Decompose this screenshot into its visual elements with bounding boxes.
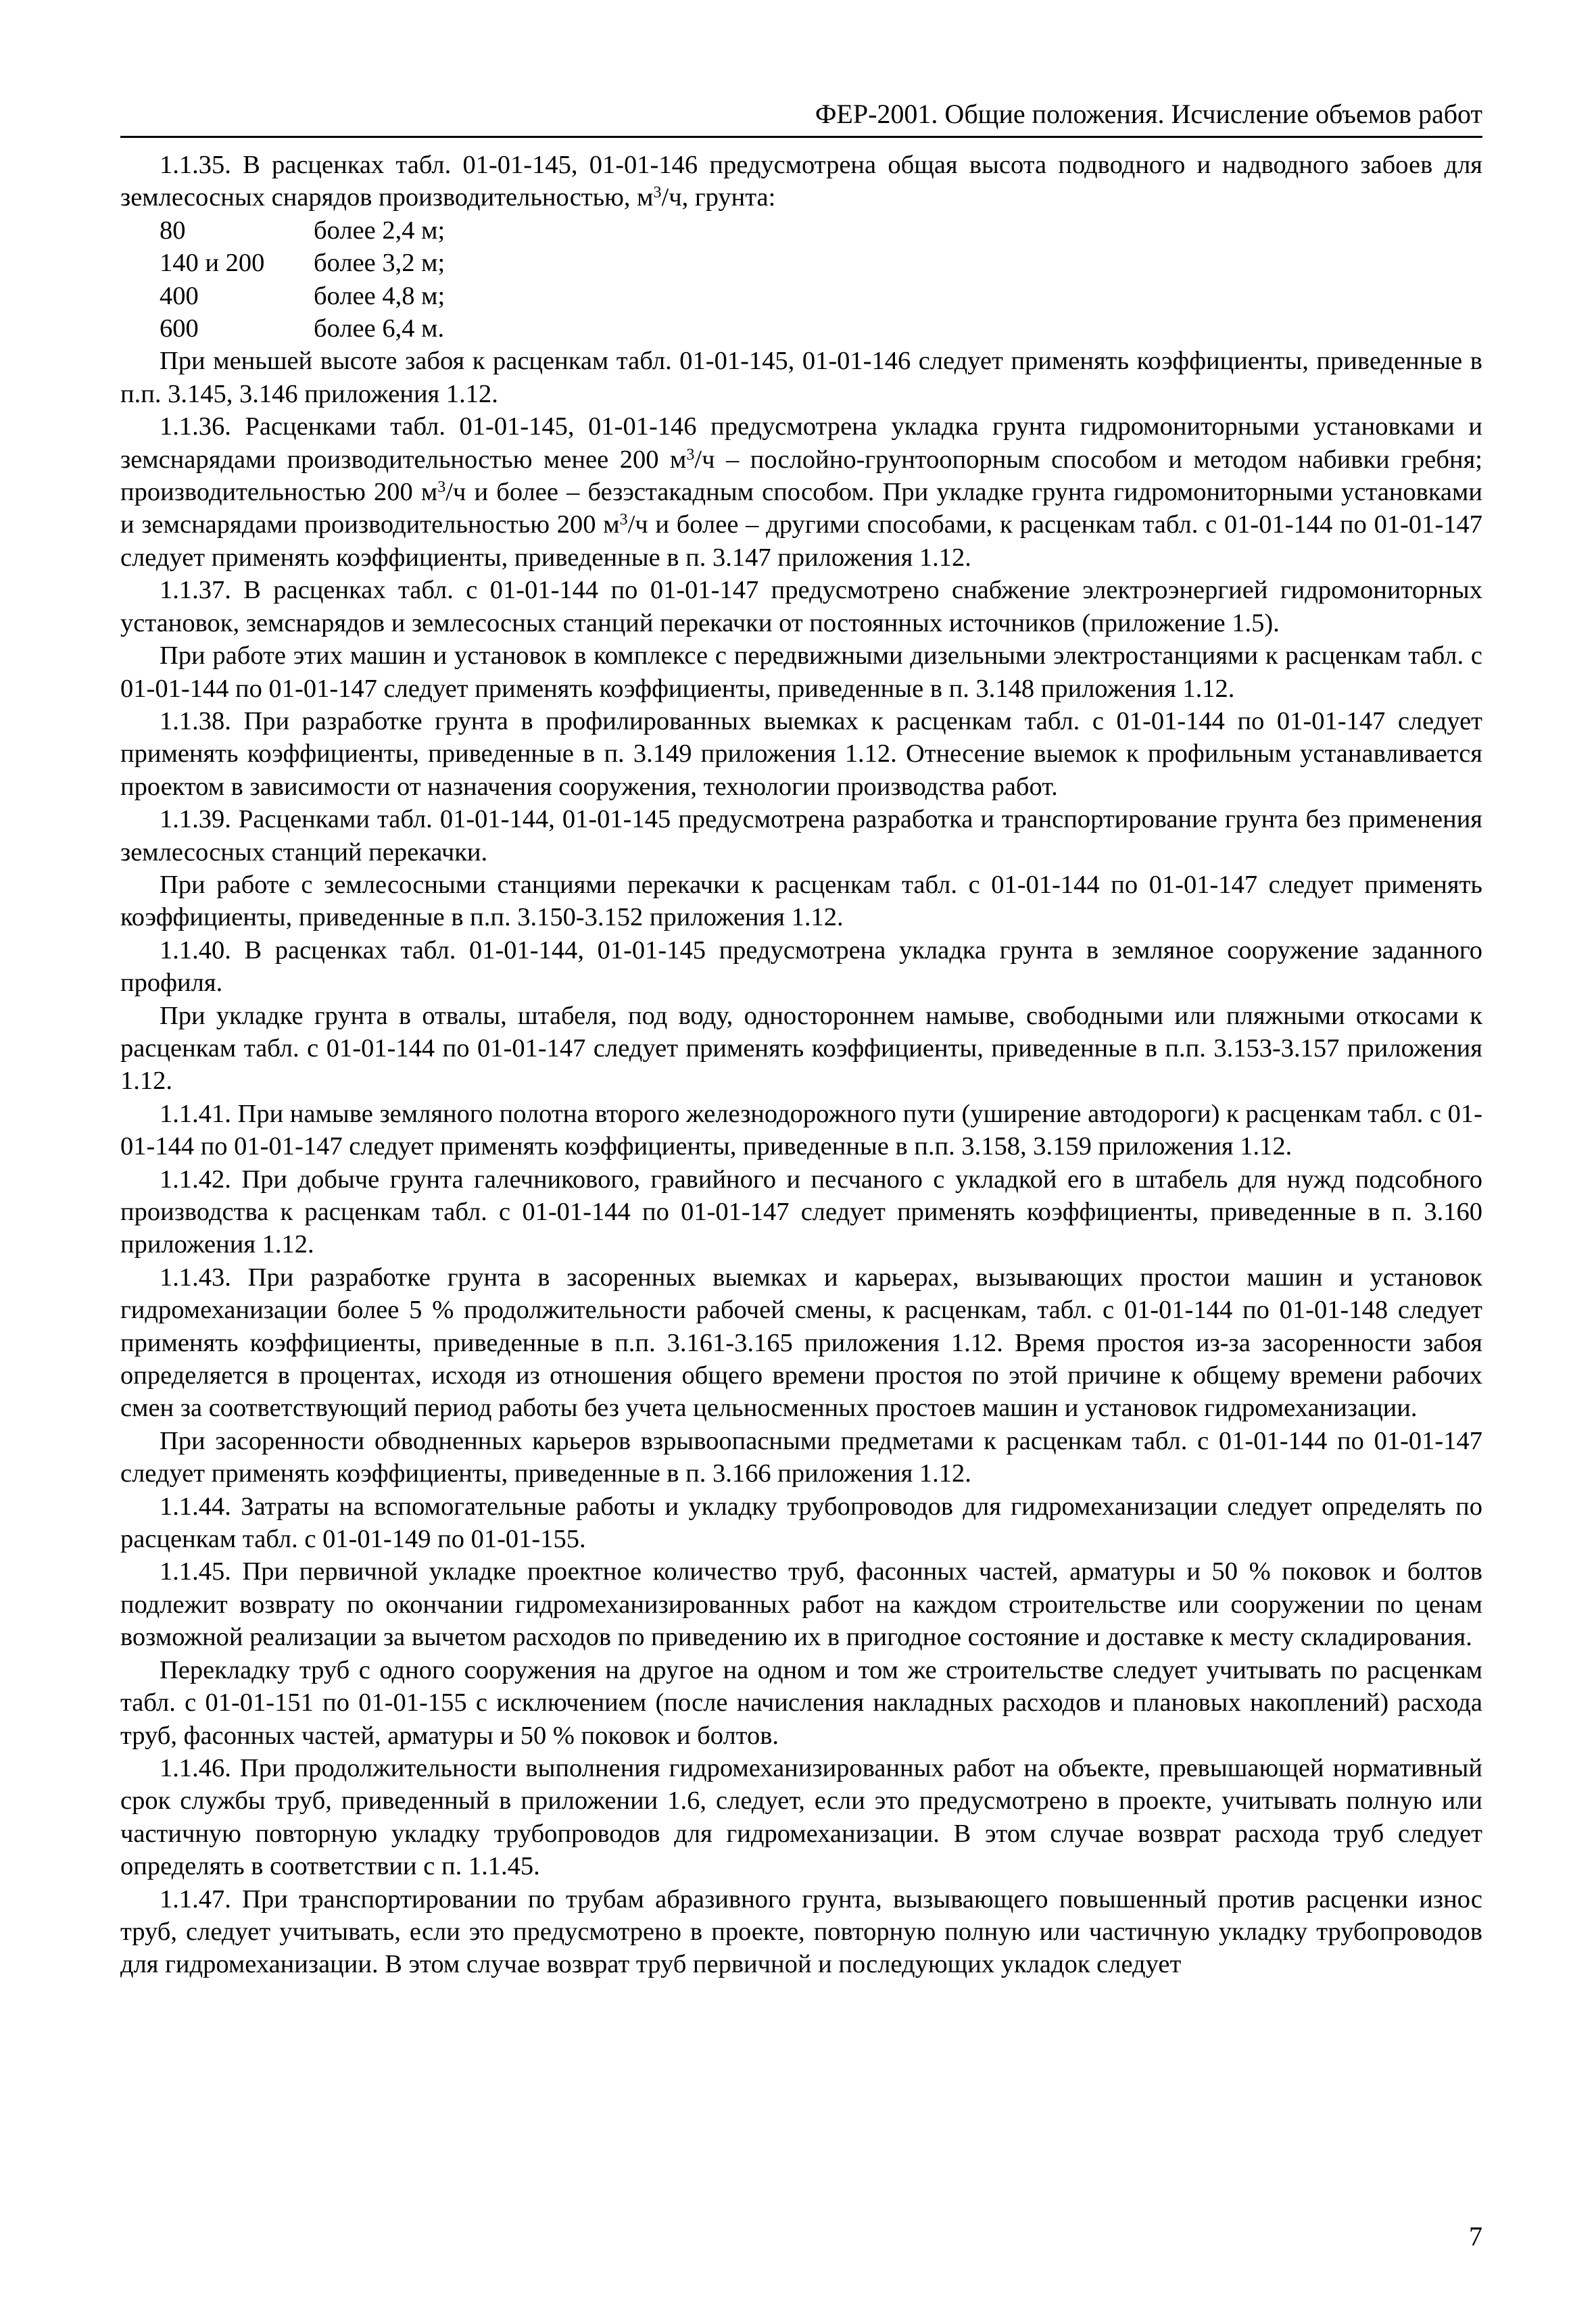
table-row [120,280,445,312]
capacity-cell: 400 [160,281,199,310]
paragraph-1-1-45-note: Перекладку труб с одного сооружения на другое на одном и том же строительстве следует учитывать по расценкам табл. с 01-01-151 по 01-01-155 с исключением (после начисления накладных расходов и плановых накоплений) расхода труб, фасонных частей, арматуры и 50 % поковок и болтов. [120,1655,1482,1750]
body-text [120,149,1482,1981]
paragraph-1-1-36-part2: /ч – послойно-грунтоопорным способом и методом набивки гребня; производительностью 200 м [120,445,1482,507]
paragraph-1-1-47: 1.1.47. При транспортировании по трубам абразивного грунта, вызывающего повышенный против расценки износ труб, следует учитывать, если это предусмотрено в проекте, повторную полную или частичную укладку трубопроводов для гидромеханизации. В этом случае возврат труб первичной и последующих укладок следует [120,1884,1482,1979]
height-cell: более 2,4 м; [314,216,445,245]
table-row [120,214,445,247]
capacity-cell: 80 [160,216,186,245]
table-row [120,247,445,279]
paragraph-1-1-35-suffix: /ч, грунта: [661,183,776,212]
paragraph-1-1-36-part3: /ч и более – безэстакадным способом. При укладке грунта гидромониторными установками и земснарядами производительностью 200 м [120,478,1482,539]
capacity-cell: 140 и 200 [160,249,265,278]
paragraph-1-1-35-note: При меньшей высоте забоя к расценкам табл. 01-01-145, 01-01-146 следует применять коэффициенты, приведенные в п.п. 3.145, 3.146 приложения 1.12. [120,347,1482,408]
capacity-cell: 600 [160,314,199,343]
paragraph-1-1-40: 1.1.40. В расценках табл. 01-01-144, 01-01-145 предусмотрена укладка грунта в земляное сооружение заданного профиля. [120,935,1482,998]
paragraph-1-1-36 [120,410,1482,574]
height-cell: более 3,2 м; [314,249,445,278]
paragraph-1-1-43: 1.1.43. При разработке грунта в засоренных выемках и карьерах, вызывающих простои машин и установок гидромеханизации более 5 % продолжительности рабочей смены, к расценкам, табл. с 01-01-144 по 01-01-148 следует применять коэффициенты, приведенные в п.п. 3.161-3.165 приложения 1.12. Время простоя из-за засоренности забоя определяется в процентах, исходя из отношения общего времени простоя по этой причине к общему времени рабочих смен за соответствующий период работы без учета цельносменных простоев машин и установок гидромеханизации. [120,1263,1482,1423]
superscript-3: 3 [686,445,695,464]
superscript-3: 3 [437,479,446,497]
header-rule [120,136,1482,138]
paragraph-1-1-44: 1.1.44. Затраты на вспомогательные работы и укладку трубопроводов для гидромеханизации следует определять по расценкам табл. с 01-01-149 по 01-01-155. [120,1492,1482,1554]
paragraph-1-1-40-note: При укладке грунта в отвалы, штабеля, под воду, одностороннем намыве, свободными или пляжными откосами к расценкам табл. с 01-01-144 по 01-01-147 следует применять коэффициенты, приведенные в п.п. 3.153-3.157 приложения 1.12. [120,1001,1482,1096]
height-cell: более 6,4 м. [314,314,445,343]
paragraph-1-1-36-part1: 1.1.36. Расценками табл. 01-01-145, 01-01-146 предусмотрена укладка грунта гидромониторными установками и земснарядами производительностью менее 200 м [120,412,1482,474]
paragraph-1-1-39-note: При работе с землесосными станциями перекачки к расценкам табл. с 01-01-144 по 01-01-147 следует применять коэффициенты, приведенные в п.п. 3.150-3.152 приложения 1.12. [120,870,1482,932]
superscript-3: 3 [653,184,662,202]
superscript-3: 3 [619,511,628,529]
paragraph-1-1-42: 1.1.42. При добыче грунта галечникового, гравийного и песчаного с укладкой его в штабель для нужд подсобного производства к расценкам табл. с 01-01-144 по 01-01-147 следует применять коэффициенты, приведенные в п. 3.160 приложения 1.12. [120,1165,1482,1259]
paragraph-1-1-37: 1.1.37. В расценках табл. с 01-01-144 по 01-01-147 предусмотрено снабжение электроэнергией гидромониторных установок, земснарядов и землесосных станций перекачки от постоянных источников (приложение 1.5). [120,576,1482,637]
paragraph-1-1-41: 1.1.41. При намыве земляного полотна второго железнодорожного пути (уширение автодороги) к расценкам табл. с 01-01-144 по 01-01-147 следует применять коэффициенты, приведенные в п.п. 3.158, 3.159 приложения 1.12. [120,1099,1482,1161]
paragraph-1-1-36-part4: /ч и более – другими способами, к расценкам табл. с 01-01-144 по 01-01-147 следует применять коэффициенты, приведенные в п. 3.147 приложения 1.12. [120,510,1482,572]
paragraph-1-1-35 [120,149,1482,214]
table-row [120,312,445,345]
paragraph-1-1-45: 1.1.45. При первичной укладке проектное количество труб, фасонных частей, арматуры и 50 % поковок и болтов подлежит возврату по окончании гидромеханизированных работ на каждом строительстве или сооружении по ценам возможной реализации за вычетом расходов по приведению их в пригодное состояние и доставке к месту складирования. [120,1557,1482,1652]
page-number: 7 [1469,2221,1482,2251]
paragraph-1-1-39: 1.1.39. Расценками табл. 01-01-144, 01-01-145 предусмотрена разработка и транспортирование грунта без применения землесосных станций перекачки. [120,805,1482,867]
running-header: ФЕР-2001. Общие положения. Исчисление объемов работ [815,99,1482,129]
paragraph-1-1-46: 1.1.46. При продолжительности выполнения гидромеханизированных работ на объекте, превышающей нормативный срок службы труб, приведенный в приложении 1.6, следует, если это предусмотрено в проекте, учитывать полную или частичную повторную укладку трубопроводов для гидромеханизации. В этом случае возврат расхода труб следует определять в соответствии с п. 1.1.45. [120,1753,1482,1881]
paragraph-1-1-37-note: При работе этих машин и установок в комплексе с передвижными дизельными электростанциями к расценкам табл. с 01-01-144 по 01-01-147 следует применять коэффициенты, приведенные в п. 3.148 приложения 1.12. [120,641,1482,703]
dredge-heights-table [120,214,445,345]
paragraph-1-1-43-note: При засоренности обводненных карьеров взрывоопасными предметами к расценкам табл. с 01-01-144 по 01-01-147 следует применять коэффициенты, приведенные в п. 3.166 приложения 1.12. [120,1426,1482,1488]
paragraph-1-1-35-text: 1.1.35. В расценках табл. 01-01-145, 01-01-146 предусмотрена общая высота подводного и надводного забоев для землесосных снарядов производительностью, м [120,151,1482,212]
paragraph-1-1-38: 1.1.38. При разработке грунта в профилированных выемках к расценкам табл. с 01-01-144 по 01-01-147 следует применять коэффициенты, приведенные в п. 3.149 приложения 1.12. Отнесение выемок к профильным устанавливается проектом в зависимости от назначения сооружения, технологии производства работ. [120,706,1482,801]
height-cell: более 4,8 м; [314,281,445,310]
